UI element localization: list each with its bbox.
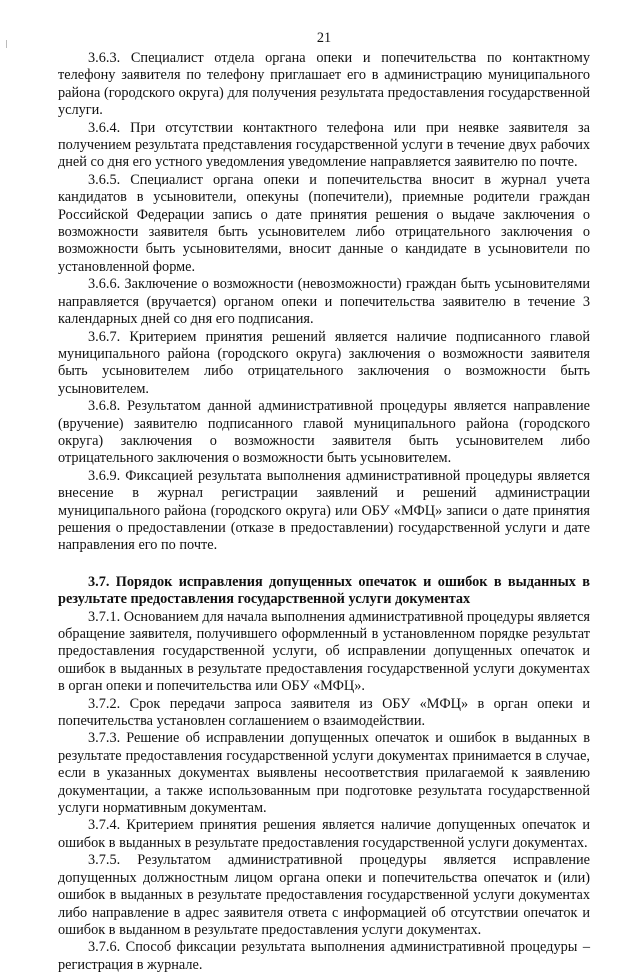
- paragraph-3-7-2: 3.7.2. Срок передачи запроса заявителя из ОБУ «МФЦ» в орган опеки и попечительства установлен соглашением о взаимодействии.: [58, 695, 590, 730]
- scan-edge-mark: [6, 40, 7, 48]
- paragraph-3-7-6: 3.7.6. Способ фиксации результата выполнения административной процедуры – регистрация в журнале.: [58, 939, 590, 973]
- paragraph-3-7-3: 3.7.3. Решение об исправлении допущенных опечаток и ошибок в выданных в результате предоставления государственной услуги документах принимается в случае, если в указанных документах выявлены несоответствия прилагаемой к заявлению документации, а также использованным при подготовке результата государственной услуги нормативным документам.: [58, 730, 590, 817]
- paragraph-3-7-4: 3.7.4. Критерием принятия решения является наличие допущенных опечаток и ошибок в выданных в результате предоставления государственной услуги документах.: [58, 817, 590, 851]
- paragraph-3-6-7: 3.6.7. Критерием принятия решений является наличие подписанного главой муниципального района (городского округа) заключения о возможности заявителя быть усыновителем либо отрицательного заключения о возможности быть усыновителем.: [58, 328, 590, 397]
- section-heading-3-7: 3.7. Порядок исправления допущенных опечаток и ошибок в выданных в результате предоставления государственной услуги документах: [58, 573, 590, 608]
- document-page: [58, 30, 590, 974]
- paragraph-3-6-4: 3.6.4. При отсутствии контактного телефона или при неявке заявителя за получением результата представления государственной услуги в течение двух рабочих дней со дня его устного уведомления уведомление направляется заявителю по почте.: [58, 119, 590, 171]
- paragraph-3-6-9: 3.6.9. Фиксацией результата выполнения административной процедуры является внесение в журнал регистрации заявлений и решений администрации муниципального района (городского округа) или ОБУ «МФЦ» записи о дате принятия решения о предоставлении (отказе в предоставлении) государственной услуги и дате направления его по почте.: [58, 467, 590, 554]
- paragraph-3-6-6: 3.6.6. Заключение о возможности (невозможности) граждан быть усыновителями направляется (вручается) органом опеки и попечительства заявителю в течение 3 календарных дней со дня его подписания.: [58, 276, 590, 328]
- paragraph-3-7-5: 3.7.5. Результатом административной процедуры является исправление допущенных должностным лицом органа опеки и попечительства опечаток и (или) ошибок в выданных в результате предоставления государственной услуги документах либо направление в адрес заявителя ответа с информацией об отсутствии опечаток и ошибок в выданном в результате предоставления услуги документах.: [58, 852, 590, 938]
- paragraph-3-6-3: 3.6.3. Специалист отдела органа опеки и попечительства по контактному телефону заявителя по телефону приглашает его в администрацию муниципального района (городского округа) для получения результата предоставления государственной услуги.: [58, 50, 590, 119]
- page-number: 21: [316, 30, 332, 46]
- paragraph-3-7-1: 3.7.1. Основанием для начала выполнения административной процедуры является обращение заявителя, получившего оформленный в установленном порядке результат предоставления государственной услуги, об исправлении допущенных опечаток и ошибок в выданных в результате предоставления государственной услуги документах в орган опеки и попечительства или ОБУ «МФЦ».: [58, 608, 590, 695]
- paragraph-3-6-5: 3.6.5. Специалист органа опеки и попечительства вносит в журнал учета кандидатов в усыновители, опекуны (попечители), приемные родители граждан Российской Федерации запись о дате принятия решения о выдаче заключения о возможности заявителя быть усыновителем либо отрицательного заключения о возможности быть усыновителями, вносит данные о кандидате в усыновители по установленной форме.: [58, 171, 590, 275]
- paragraph-3-6-8: 3.6.8. Результатом данной административной процедуры является направление (вручение) заявителю подписанного главой муниципального района (городского округа) заключения о возможности заявителя быть усыновителем либо отрицательного заключения о возможности быть усыновителем.: [58, 398, 590, 467]
